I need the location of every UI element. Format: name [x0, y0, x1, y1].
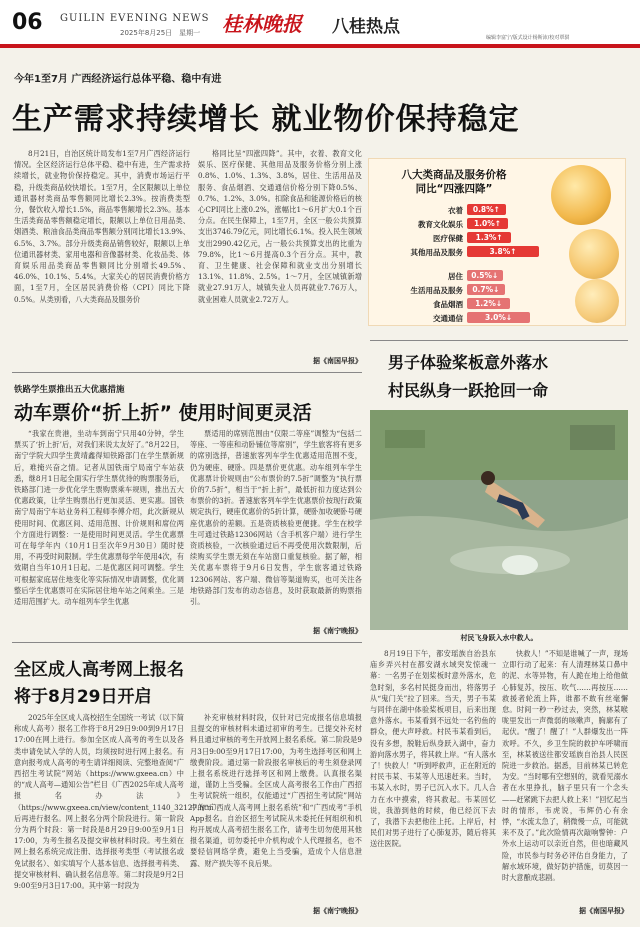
chart-category-label: 居住	[448, 272, 463, 281]
chart-title-line2: 同比“四涨四降”	[415, 183, 493, 195]
photo-caption: 村民飞身跃入水中救人。	[460, 634, 538, 642]
chart-category-label: 其他用品及服务	[410, 248, 463, 257]
coin-icon	[569, 229, 619, 279]
editor-credits: 编辑李富宁/版式设计杨斯沛/校对覃骐	[486, 35, 570, 41]
exam-source: 据《南宁晚报》	[313, 907, 362, 915]
train-kicker: 铁路学生票推出五大优惠措施	[14, 385, 125, 395]
chart-bar: 1.3%↑	[467, 232, 511, 243]
exam-body-col1: 2025年全区成人高校招生全国统一考试（以下简称成人高考）报名工作将于8月29日9:00到9月17日17:00在网上进行。参加全区成人高考的考生以及各类申请免试入学的人员，均须按时进行网上报名。有意向报考成人高考的考生请详细阅读、完整地查阅“广西招生考试院”网站（https://www.gxeea.cn）中的“成人高考—通知公告”栏目《广西2025年成人高考报名办法》（https://www.gxeea.cn/view/content_1140_32127.htm）后再进行报名。网上报名分两个阶段进行。第一阶段分为两个时段：第一时段是8月29日9:00至9月1日17:00，为考生报名及提交审核材料时段。考生须在网上报名系统完成注册、选择报考类型（考试报名或免试报名）、如实填写个人基本信息、选择报考科类、提交审核材料、确认报名信息等。第二时段是9月2日9:00至9月3日17:00。其中第一时段为	[14, 713, 221, 891]
chart-bar: 3.8%↑	[467, 246, 539, 257]
divider	[370, 340, 628, 341]
paper-name: GUILIN EVENING NEWS	[60, 13, 210, 24]
chart-category-label: 交通通信	[433, 314, 463, 323]
exam-headline-line2: 将于8月29日开启	[14, 687, 152, 707]
divider	[12, 642, 362, 643]
chart-title-line1: 八大类商品及服务价格	[401, 169, 507, 181]
lake-rescue-image	[370, 410, 628, 630]
chart-bar: 3.0%↓	[467, 312, 530, 323]
chart-bar: 0.5%↓	[467, 270, 503, 281]
paper-logo: 桂林晚报	[222, 12, 302, 36]
economy-kicker: 今年1至7月 广西经济运行总体平稳、稳中有进	[14, 74, 222, 85]
train-headline: 动车票价“折上折” 使用时间更灵活	[14, 402, 312, 424]
chart-category-label: 食品烟酒	[433, 300, 463, 309]
chart-category-label: 教育文化娱乐	[418, 220, 463, 229]
header-divider	[0, 44, 640, 48]
divider	[12, 372, 362, 373]
chart-category-label: 衣着	[448, 206, 463, 215]
train-body-col2: 票适用的席别范围由“仅限二等座”调整为“包括二等座、一等座和动卧铺位等席别”，学生旅客将有更多的席别选择，普速旅客列车学生优惠适用范围不变，仍为硬座、硬卧。四是票价更优惠。动车组列车学生优惠票计价规则由“公布票价的7.5折”调整为“执行票价的7.5折”，相当于“折上折”，最低折扣力度达到公布票价的3折。普速旅客列车学生优惠票价按现行政策规定执行，硬座优惠价的5折计算，硬卧加收硬卧号硬座优惠价的差额。五是资质核验更便捷。学生在校学生可通过铁路12306网站（含手机客户端）进行学生资质核验，一次核验通过后不再受使用次数限制，后续购买学生票无须在车站窗口重复核验。据了解，相关优惠车票将于9月6日发售，学生旅客通过铁路12306网站、客户端、微信等渠道购买，也可关注各地铁路部门发布的动态信息，及时获取最新的购票指引。	[190, 429, 362, 607]
economy-source: 据《南国早报》	[313, 357, 362, 365]
cpi-chart	[368, 158, 626, 326]
rescue-photo	[370, 410, 628, 630]
train-body-col1: “我家在贵港，坐动车到南宁只用40分钟，学生票买了‘折上折’后，对我们来说太友好了。”8月22日，南宁学院大四学生黄靖鑫得知铁路部门在学生票新规后，难掩兴奋之情。记者从国铁南宁局南宁车站获悉，继8月1日起全面实行学生票优待的购票服务后，铁路部门进一步优化学生票购票乘车规则，推出五大优惠政策，让学生购票出行更加灵活、更实惠。国铁南宁局南宁车站业务科工程师李傅介绍，此次新规从使用时间、优惠区间、适用范围、计价规则和席位两个方面进行调整：一是使用时间更灵活。学生优惠票可在每学年内（10月1日至次年9月30日）随时使用，不再受时间限制。学生优惠票每学年使用4次，有效期自当年10月1日起。二是优惠区间可调整。学生可根据家庭居住地变化等实际情况申请调整，优化调整后学生优惠票可在实际居住地车站之间乘坐。三是适用范围扩大。动车组列车学生优惠	[14, 429, 184, 607]
rescue-source: 据《南国早报》	[579, 907, 628, 915]
rescue-headline-line2: 村民纵身一跃抢回一命	[388, 381, 549, 400]
chart-bar: 0.8%↑	[467, 204, 506, 215]
economy-headline: 生产需求持续增长 就业物价保持稳定	[12, 102, 520, 137]
chart-bar: 1.2%↓	[467, 298, 510, 309]
chart-bar: 1.0%↑	[467, 218, 508, 229]
train-source: 据《南宁晚报》	[313, 627, 362, 635]
rescue-headline-line1: 男子体验桨板意外落水	[388, 353, 549, 372]
coin-icon	[575, 279, 619, 323]
page-number: 06	[12, 10, 43, 35]
economy-body-col1: 8月21日，自治区统计局发布1至7月广西经济运行情况。全区经济运行总体平稳、稳中有进，生产需求持续增长，就业物价保持稳定。其中，消费市场运行平稳，升级类商品较快增长。1至7月，全区限额以上单位通讯器材类商品零售额同比增长2.3%。按消费类型分，餐饮收入增长1.5%，商品零售额增长2.3%。基本生活类商品零售额稳定增长，限额以上单位日用品类、烟酒类、粮油食品类商品零售额分别同比增长13.9%、6.5%、3.7%。部分升级类商品销售较好，限额以上单位通讯器材类、家用电器和音像器材类、化妆品类、体育娱乐用品类商品零售额同比分别增长49.5%、46.0%、10.1%、5.4%。大家关心的居民消费价格方面，1至7月，全区居民消费价格（CPI）同比下降0.5%。从类别看，八大类商品及服务价	[14, 149, 190, 304]
economy-body-col2: 格同比呈“四涨四降”。其中，衣着、教育文化娱乐、医疗保健、其他用品及服务价格分别上涨0.8%、1.0%、1.3%、3.8%，居住、生活用品及服务、食品烟酒、交通通信价格分别下降0.5%、0.7%、1.2%、3.0%。扣除食品和能源价格后的核心CPI同比上涨0.2%，涨幅比1～6月扩大0.1个百分点。在民生保障上，1至7月，全区一般公共预算支出3746.79亿元，同比增长6.1%。投入民生领域支出2990.42亿元，占一般公共预算支出的比重为79.8%，比1～6月提高0.3个百分点。其中，教育、卫生健康、社会保障和就业支出分别增长13.1%、11.8%、2.5%。1～7月，全区城镇新增就业27.91万人，城镇失业人员再就业7.76万人，就业困难人员就业2.72万人。	[198, 149, 362, 304]
rescue-body-col1: 8月19日下午，都安瑶族自治县东庙乡弄兴村在都安湖水域突发惊魂一幕：一名男子在划桨板时意外落水，危急时刻，多名村民挺身而出，将落男子从“鬼门关”拉了回来。当天，男子韦某与同伴在湖中体验桨板项目，后来出现意外落水。韦某看到不远处一名钓鱼的群众，便大声呼救。村民韦某看到后，没有多想，脱鞋后纵身跃入湖中，奋力游向落水男子，将其救上岸。“有人落水了！快救人！”听到呼救声，正在附近的村民韦某、韦某等人迅速赶来。当时，韦某入水时，男子已沉入水下。几人合力在水中摸索，将其救起。韦某回忆说，我游到他的时候，他已经沉下去了，我潜下去把他往上托。上岸后，村民们对男子进行了心肺复苏，随后将其送往医院。	[370, 649, 496, 849]
exam-body-col2: 补充审核材料时段，仅针对已完成报名信息填报且提交的审核材料未通过初审的考生。已提交补充材料且通过审核的考生开放网上报名系统。第二阶段是9月3日9:00至9月17日17:00，为考生选择考区和网上缴费阶段。通过第一阶段报名审核后的考生须登录网上报名系统进行选择考区和网上缴费。认真报名渠道，谨防上当受骗。全区成人高考报名工作由广西招生考试院统一组织，仅能通过“广西招生考试院”网站中的“广西成人高考网上报名系统”和“广西成考”手机App报名。自治区招生考试院从未委托任何组织和机构开展成人高考招生报名工作，请考生切勿使用其他报名渠道，切勿委托中介机构或个人代理报名，也不要轻信网络学费，避免上当受骗，造成个人信息泄露、财产损失等不良后果。	[190, 713, 362, 868]
rescue-body-col2: 快救人！”不知是谁喊了一声，现场立即行动了起来：有人清理林某口鼻中的泥、水等异物，有人跪在地上给他做心肺复苏，按压、吹气……再按压……救援者轮流上阵，谁都不敢有丝毫懈怠。时间一秒一秒过去，突然，林某喉咙里发出一声微弱的咳嗽声，胸廓有了起伏。“醒了！醒了！”人群爆发出一阵欢呼。不久，乡卫生院的救护车呼啸而至，林某被送往都安瑶族自治县人民医院进一步救治。据悉，目前林某已转危为安。“当时哪有空想别的，就看见溺水者在水里挣扎，脑子里只有一个念头——赶紧跳下去把人救上来！”回忆起当时的情形，韦虎说，韦辉仍心有余悸，“水流太急了，稍微慢一点，可能就来不及了。”此次险情再次敲响警钟：户外水上运动可以亲近自然，但也暗藏风险，市民参与时务必评估自身能力，了解水域环境，做好防护措施，切莫因一时大意酿成悲剧。	[502, 649, 628, 883]
chart-bar: 0.7%↓	[467, 284, 505, 295]
chart-category-label: 生活用品及服务	[410, 286, 463, 295]
chart-category-label: 医疗保健	[433, 234, 463, 243]
coin-stack-icon	[551, 165, 611, 225]
section-title: 八桂热点	[332, 17, 400, 37]
issue-date: 2025年8月25日 星期一	[120, 29, 201, 37]
exam-headline-line1: 全区成人高考网上报名	[14, 660, 184, 680]
